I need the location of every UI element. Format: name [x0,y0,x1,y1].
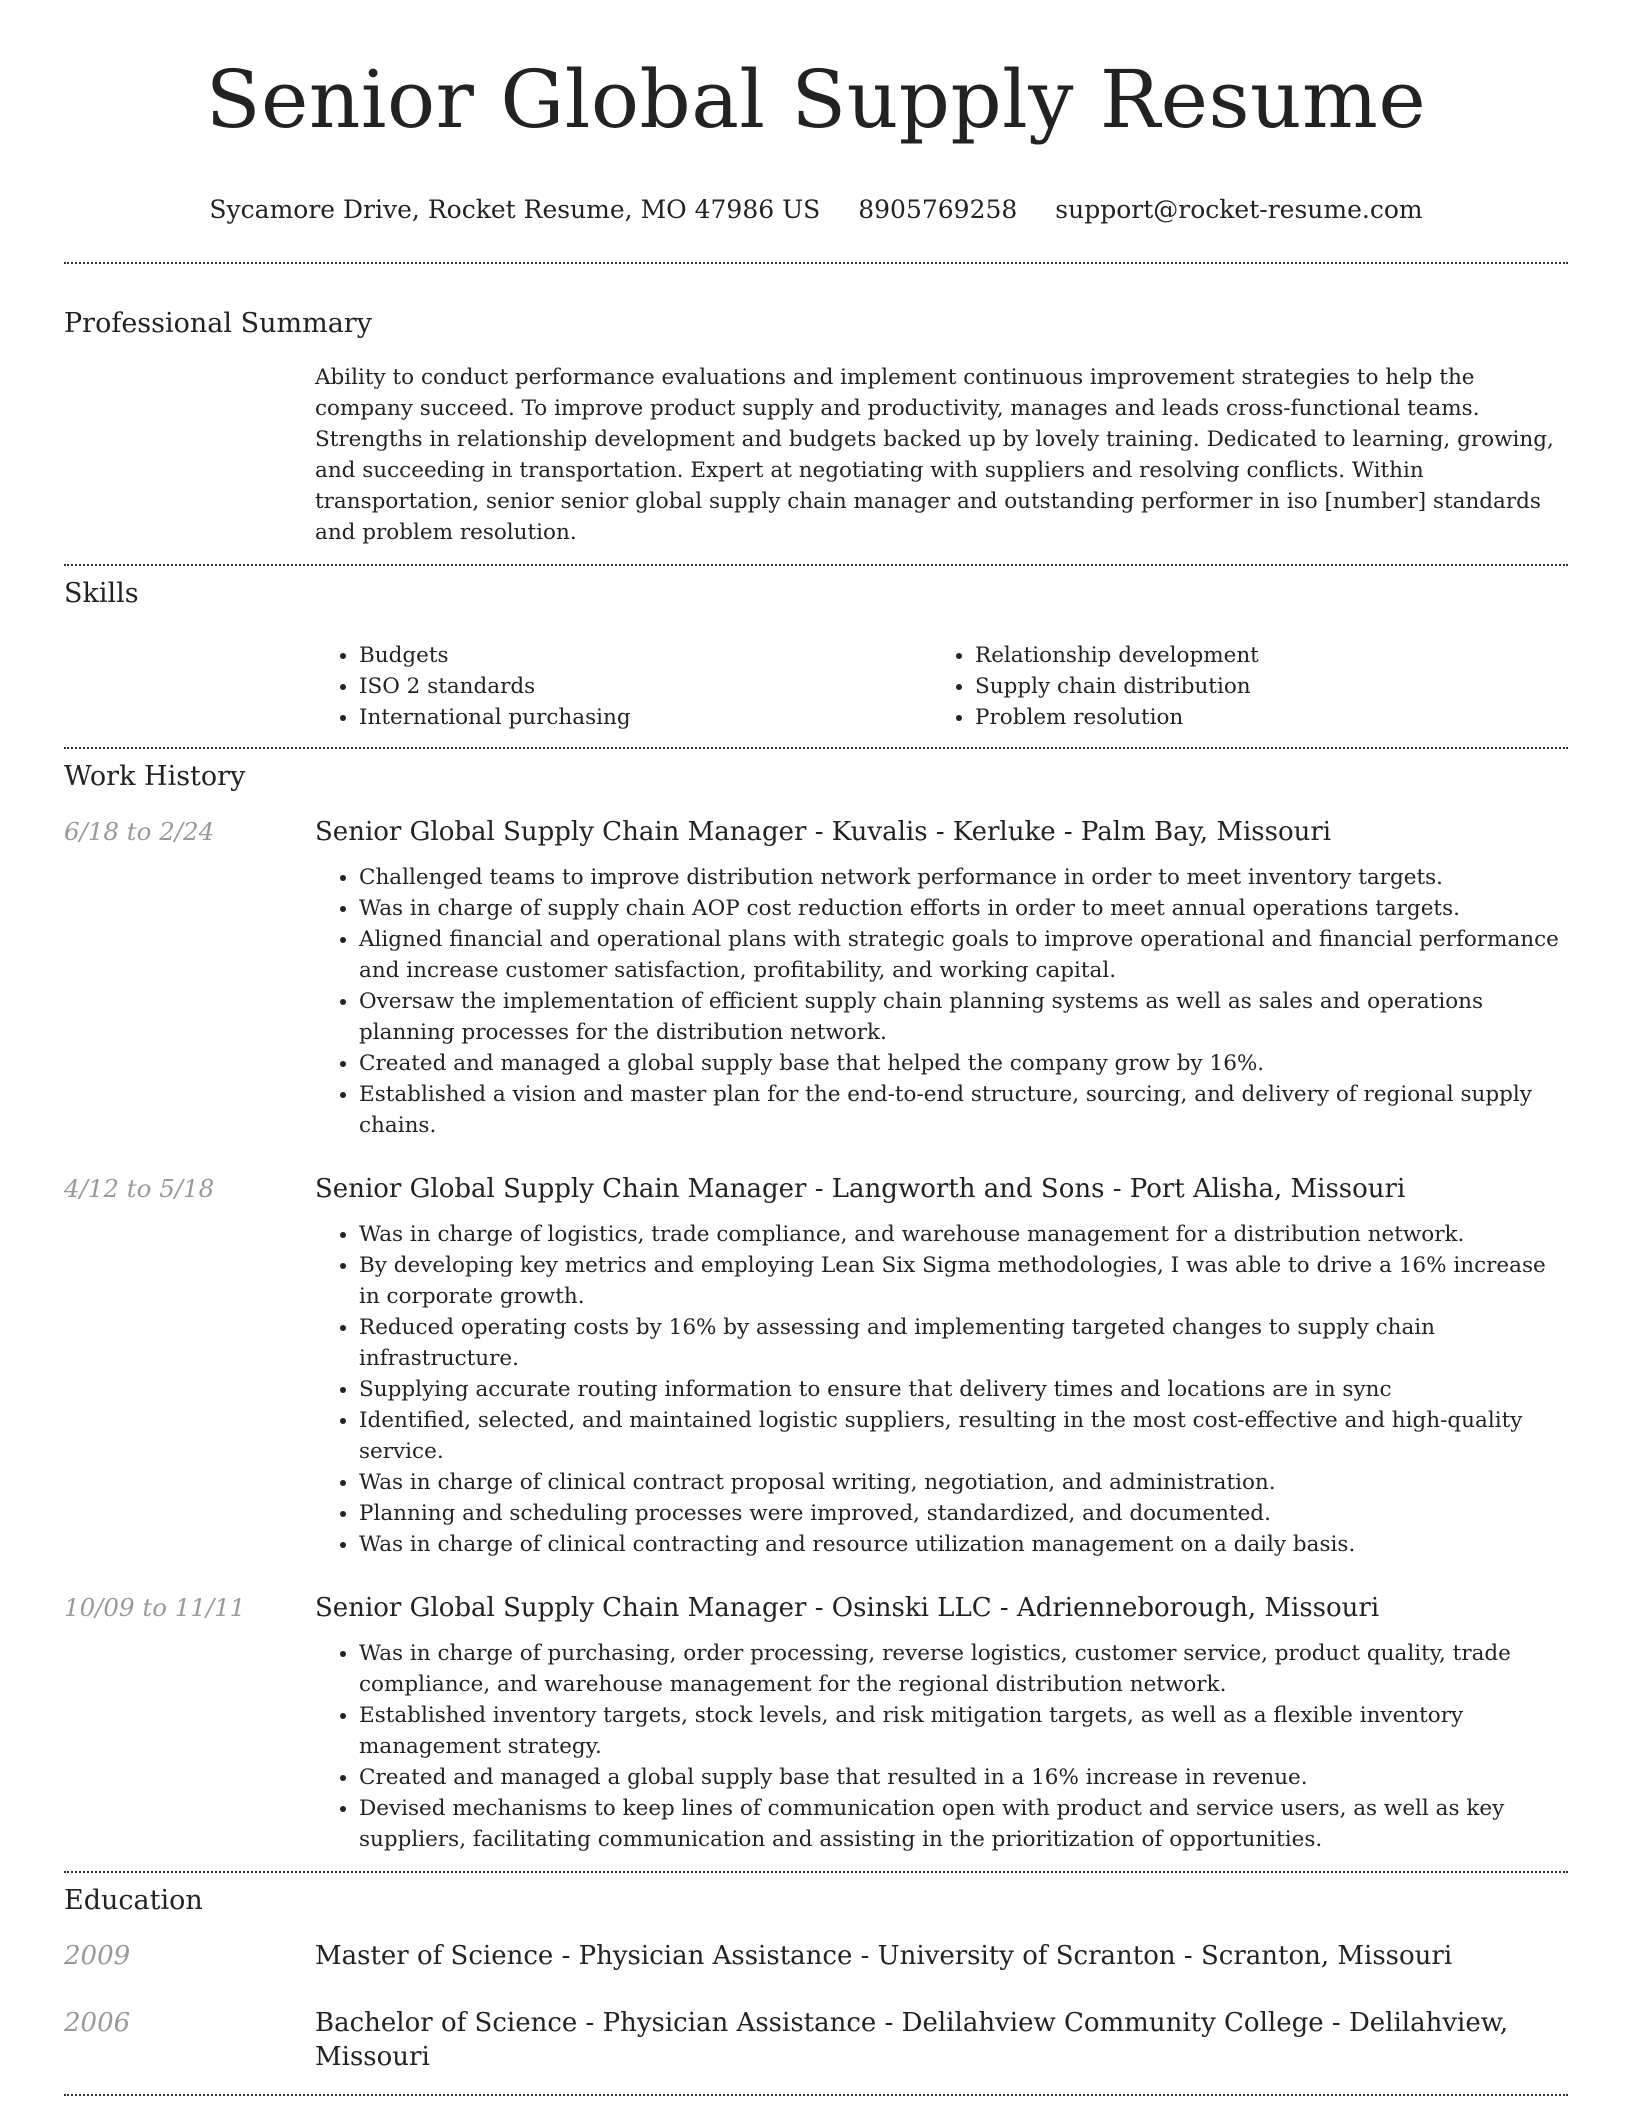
summary-heading: Professional Summary [64,308,372,339]
section-divider [64,2094,1568,2096]
work-history-heading: Work History [64,761,246,792]
job-bullet: • Was in charge of logistics, trade compliance, and warehouse management for a distribution network. [359,1219,1568,1250]
skill-item: • Supply chain distribution [975,671,1547,702]
job-dates: 6/18 to 2/24 [64,817,215,846]
job-bullet: • Created and managed a global supply base that helped the company grow by 16%. [359,1048,1568,1079]
education-entry [64,2006,1568,2074]
job-entry [64,815,1568,1141]
job-details [315,1172,1568,1560]
job-bullets [315,862,1568,1141]
summary-text: Ability to conduct performance evaluations and implement continuous improvement strategies to help the company succeed. To improve product supply and productivity, manages and leads cross-functional teams. Strengths in relationship development and budgets backed up by lovely training. Dedicated to learning, growing, and succeeding in transportation. Expert at negotiating with suppliers and resolving conflicts. Within transportation, senior senior global supply chain manager and outstanding performer in iso [number] standards and problem resolution. [315,365,1554,545]
job-bullet: • Was in charge of supply chain AOP cost reduction efforts in order to meet annual operations targets. [359,893,1568,924]
job-bullet: • Created and managed a global supply base that resulted in a 16% increase in revenue. [359,1762,1568,1793]
job-bullet: • Was in charge of clinical contract proposal writing, negotiation, and administration. [359,1467,1568,1498]
job-bullet: • Challenged teams to improve distribution network performance in order to meet inventory targets. [359,862,1568,893]
email: support@rocket-resume.com [1055,195,1423,224]
skill-item: • International purchasing [359,702,931,733]
job-bullet: • Supplying accurate routing information to ensure that delivery times and locations are in sync [359,1374,1568,1405]
job-bullet: • Was in charge of clinical contracting and resource utilization management on a daily basis. [359,1529,1568,1560]
job-dates: 4/12 to 5/18 [64,1174,215,1203]
job-bullet: • Oversaw the implementation of efficient supply chain planning systems as well as sales and operations planning processes for the distribution network. [359,986,1568,1048]
skill-item: • Relationship development [975,640,1547,671]
education-heading: Education [64,1885,203,1916]
education-degree: Bachelor of Science - Physician Assistance - Delilahview Community College - Delilahview, Missouri [315,2008,1509,2072]
job-bullet: • Reduced operating costs by 16% by assessing and implementing targeted changes to supply chain infrastructure. [359,1312,1568,1374]
job-bullet: • Devised mechanisms to keep lines of communication open with product and service users, as well as key suppliers, facilitating communication and assisting in the prioritization of opportunities. [359,1793,1568,1855]
skills-heading: Skills [64,578,139,609]
skill-item: • Problem resolution [975,702,1547,733]
job-bullet: • Aligned financial and operational plans with strategic goals to improve operational and financial performance and increase customer satisfaction, profitability, and working capital. [359,924,1568,986]
job-role: Senior Global Supply Chain Manager - Osinski LLC - Adrienneborough, Missouri [315,1593,1380,1623]
job-bullet: • Identified, selected, and maintained logistic suppliers, resulting in the most cost-effective and high-quality service. [359,1405,1568,1467]
job-bullet: • Planning and scheduling processes were improved, standardized, and documented. [359,1498,1568,1529]
section-divider [64,564,1568,566]
job-bullet: • Established inventory targets, stock levels, and risk mitigation targets, as well as a flexible inventory management strategy. [359,1700,1568,1762]
job-role: Senior Global Supply Chain Manager - Langworth and Sons - Port Alisha, Missouri [315,1174,1406,1204]
education-degree: Master of Science - Physician Assistance - University of Scranton - Scranton, Missouri [315,1941,1453,1971]
address: Sycamore Drive, Rocket Resume, MO 47986 US [209,195,821,224]
job-entry [64,1591,1568,1855]
section-divider [64,1871,1568,1873]
skill-item: • Budgets [359,640,931,671]
job-bullet: • Established a vision and master plan for the end-to-end structure, sourcing, and delivery of regional supply chains. [359,1079,1568,1141]
contact-line [64,194,1568,226]
skill-item: • ISO 2 standards [359,671,931,702]
section-divider [64,262,1568,264]
education-entry [64,1939,1568,1973]
phone: 8905769258 [858,195,1018,224]
job-bullets [315,1638,1568,1855]
job-bullet: • Was in charge of purchasing, order processing, reverse logistics, customer service, product quality, trade compliance, and warehouse management for the regional distribution network. [359,1638,1568,1700]
education-year: 2006 [64,2008,131,2038]
section-divider [64,747,1568,749]
resume-title: Senior Global Supply Resume [205,53,1427,146]
job-details [315,1591,1568,1855]
skills-list [315,640,1568,733]
job-entry [64,1172,1568,1560]
skills-column-right [931,640,1547,733]
education-year: 2009 [64,1941,131,1971]
job-role: Senior Global Supply Chain Manager - Kuvalis - Kerluke - Palm Bay, Missouri [315,817,1332,847]
skills-column-left [315,640,931,733]
job-bullet: • By developing key metrics and employing Lean Six Sigma methodologies, I was able to drive a 16% increase in corporate growth. [359,1250,1568,1312]
job-dates: 10/09 to 11/11 [64,1593,246,1622]
job-bullets [315,1219,1568,1560]
job-details [315,815,1568,1141]
